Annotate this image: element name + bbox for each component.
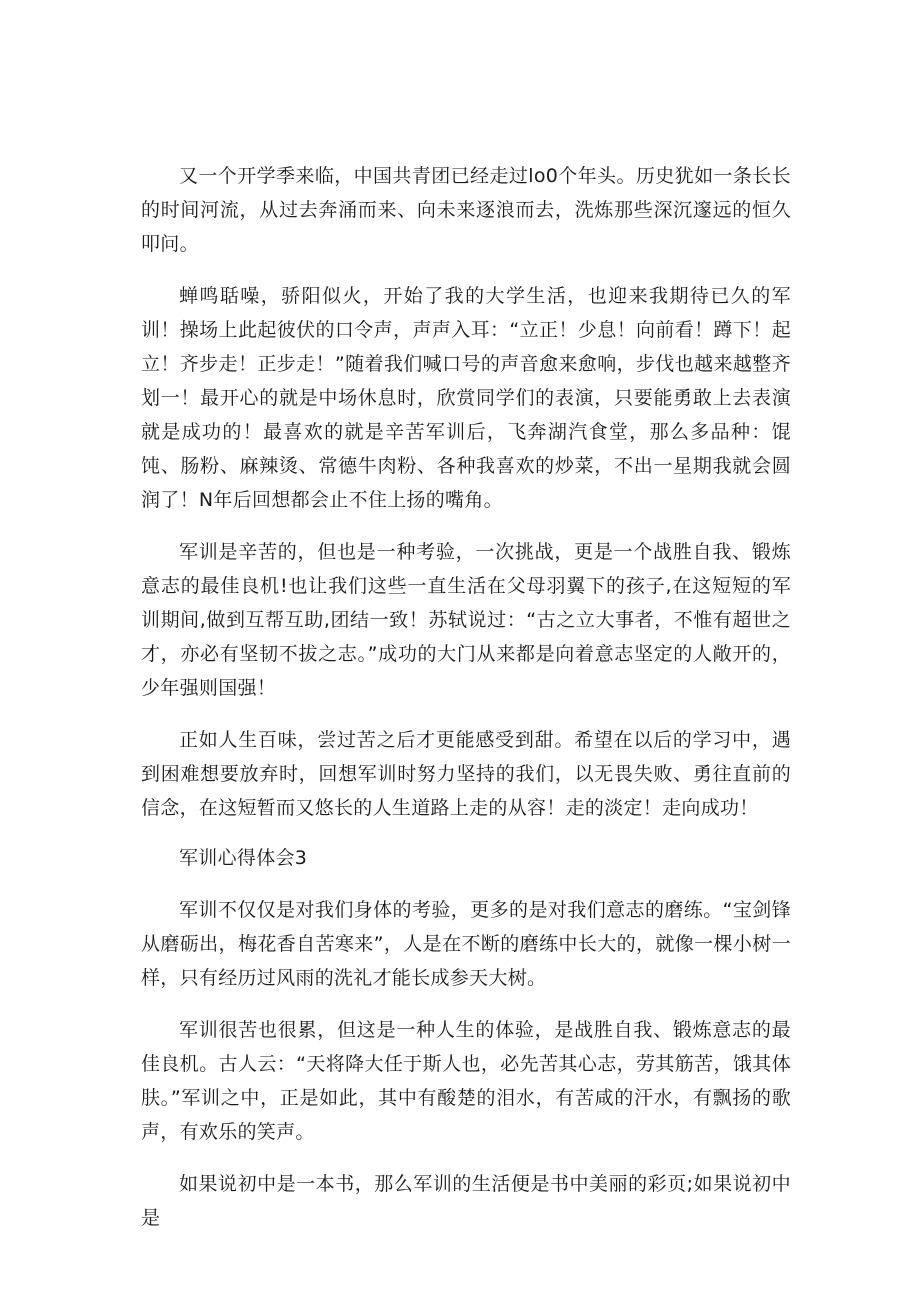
- section-paragraph-2: 军训很苦也很累，但这是一种人生的体验，是战胜自我、锻炼意志的最佳良机。古人云：“天将降大任于斯人也，必先苦其心志，劳其筋苦，饿其体肤。”军训之中，正是如此，其中有酸楚的泪水，有苦咸的汗水，有飘扬的歌声，有欢乐的笑声。: [141, 1019, 791, 1143]
- paragraph-4: 正如人生百味，尝过苦之后才更能感受到甜。希望在以后的学习中，遇到困难想要放弃时，回想军训时努力坚持的我们，以无畏失败、勇往直前的信念，在这短暂而又悠长的人生道路上走的从容！走的淡定！走向成功！: [141, 729, 791, 819]
- paragraph-3: 军训是辛苦的，但也是一种考验，一次挑战，更是一个战胜自我、锻炼意志的最佳良机!也让我们这些一直生活在父母羽翼下的孩子,在这短短的军训期间,做到互帮互助,团结一致！苏轼说过：“古之立大事者，不惟有超世之才，亦必有坚韧不拔之志。”成功的大门从来都是向着意志坚定的人敞开的，少年强则国强！: [141, 541, 791, 699]
- section-title: 军训心得体会3: [179, 847, 308, 869]
- paragraph-2: 蝉鸣聒噪，骄阳似火，开始了我的大学生活，也迎来我期待已久的军训！操场上此起彼伏的口令声，声声入耳：“立正！少息！向前看！蹲下！起立！齐步走！正步走！”随着我们喊口号的声音愈来愈响，步伐也越来越整齐划一！最开心的就是中场休息时，欣赏同学们的表演，只要能勇敢上去表演就是成功的！最喜欢的就是辛苦军训后，飞奔湖汽食堂，那么多品种：馄饨、肠粉、麻辣烫、常德牛肉粉、各种我喜欢的炒菜，不出一星期我就会圆润了！N年后回想都会止不住上扬的嘴角。: [141, 285, 791, 511]
- paragraph-1: 又一个开学季来临，中国共青团已经走过lo0个年头。历史犹如一条长长的时间河流，从过去奔涌而来、向未来逐浪而去，洗炼那些深沉邃远的恒久叩问。: [141, 165, 791, 255]
- document-page: [141, 159, 791, 1235]
- section-paragraph-1: 军训不仅仅是对我们身体的考验，更多的是对我们意志的磨练。“宝剑锋从磨砺出，梅花香自苦寒来”，人是在不断的磨练中长大的，就像一棵小树一样，只有经历过风雨的洗礼才能长成参天大树。: [141, 899, 791, 989]
- section-paragraph-3: 如果说初中是一本书，那么军训的生活便是书中美丽的彩页;如果说初中是: [141, 1173, 791, 1229]
